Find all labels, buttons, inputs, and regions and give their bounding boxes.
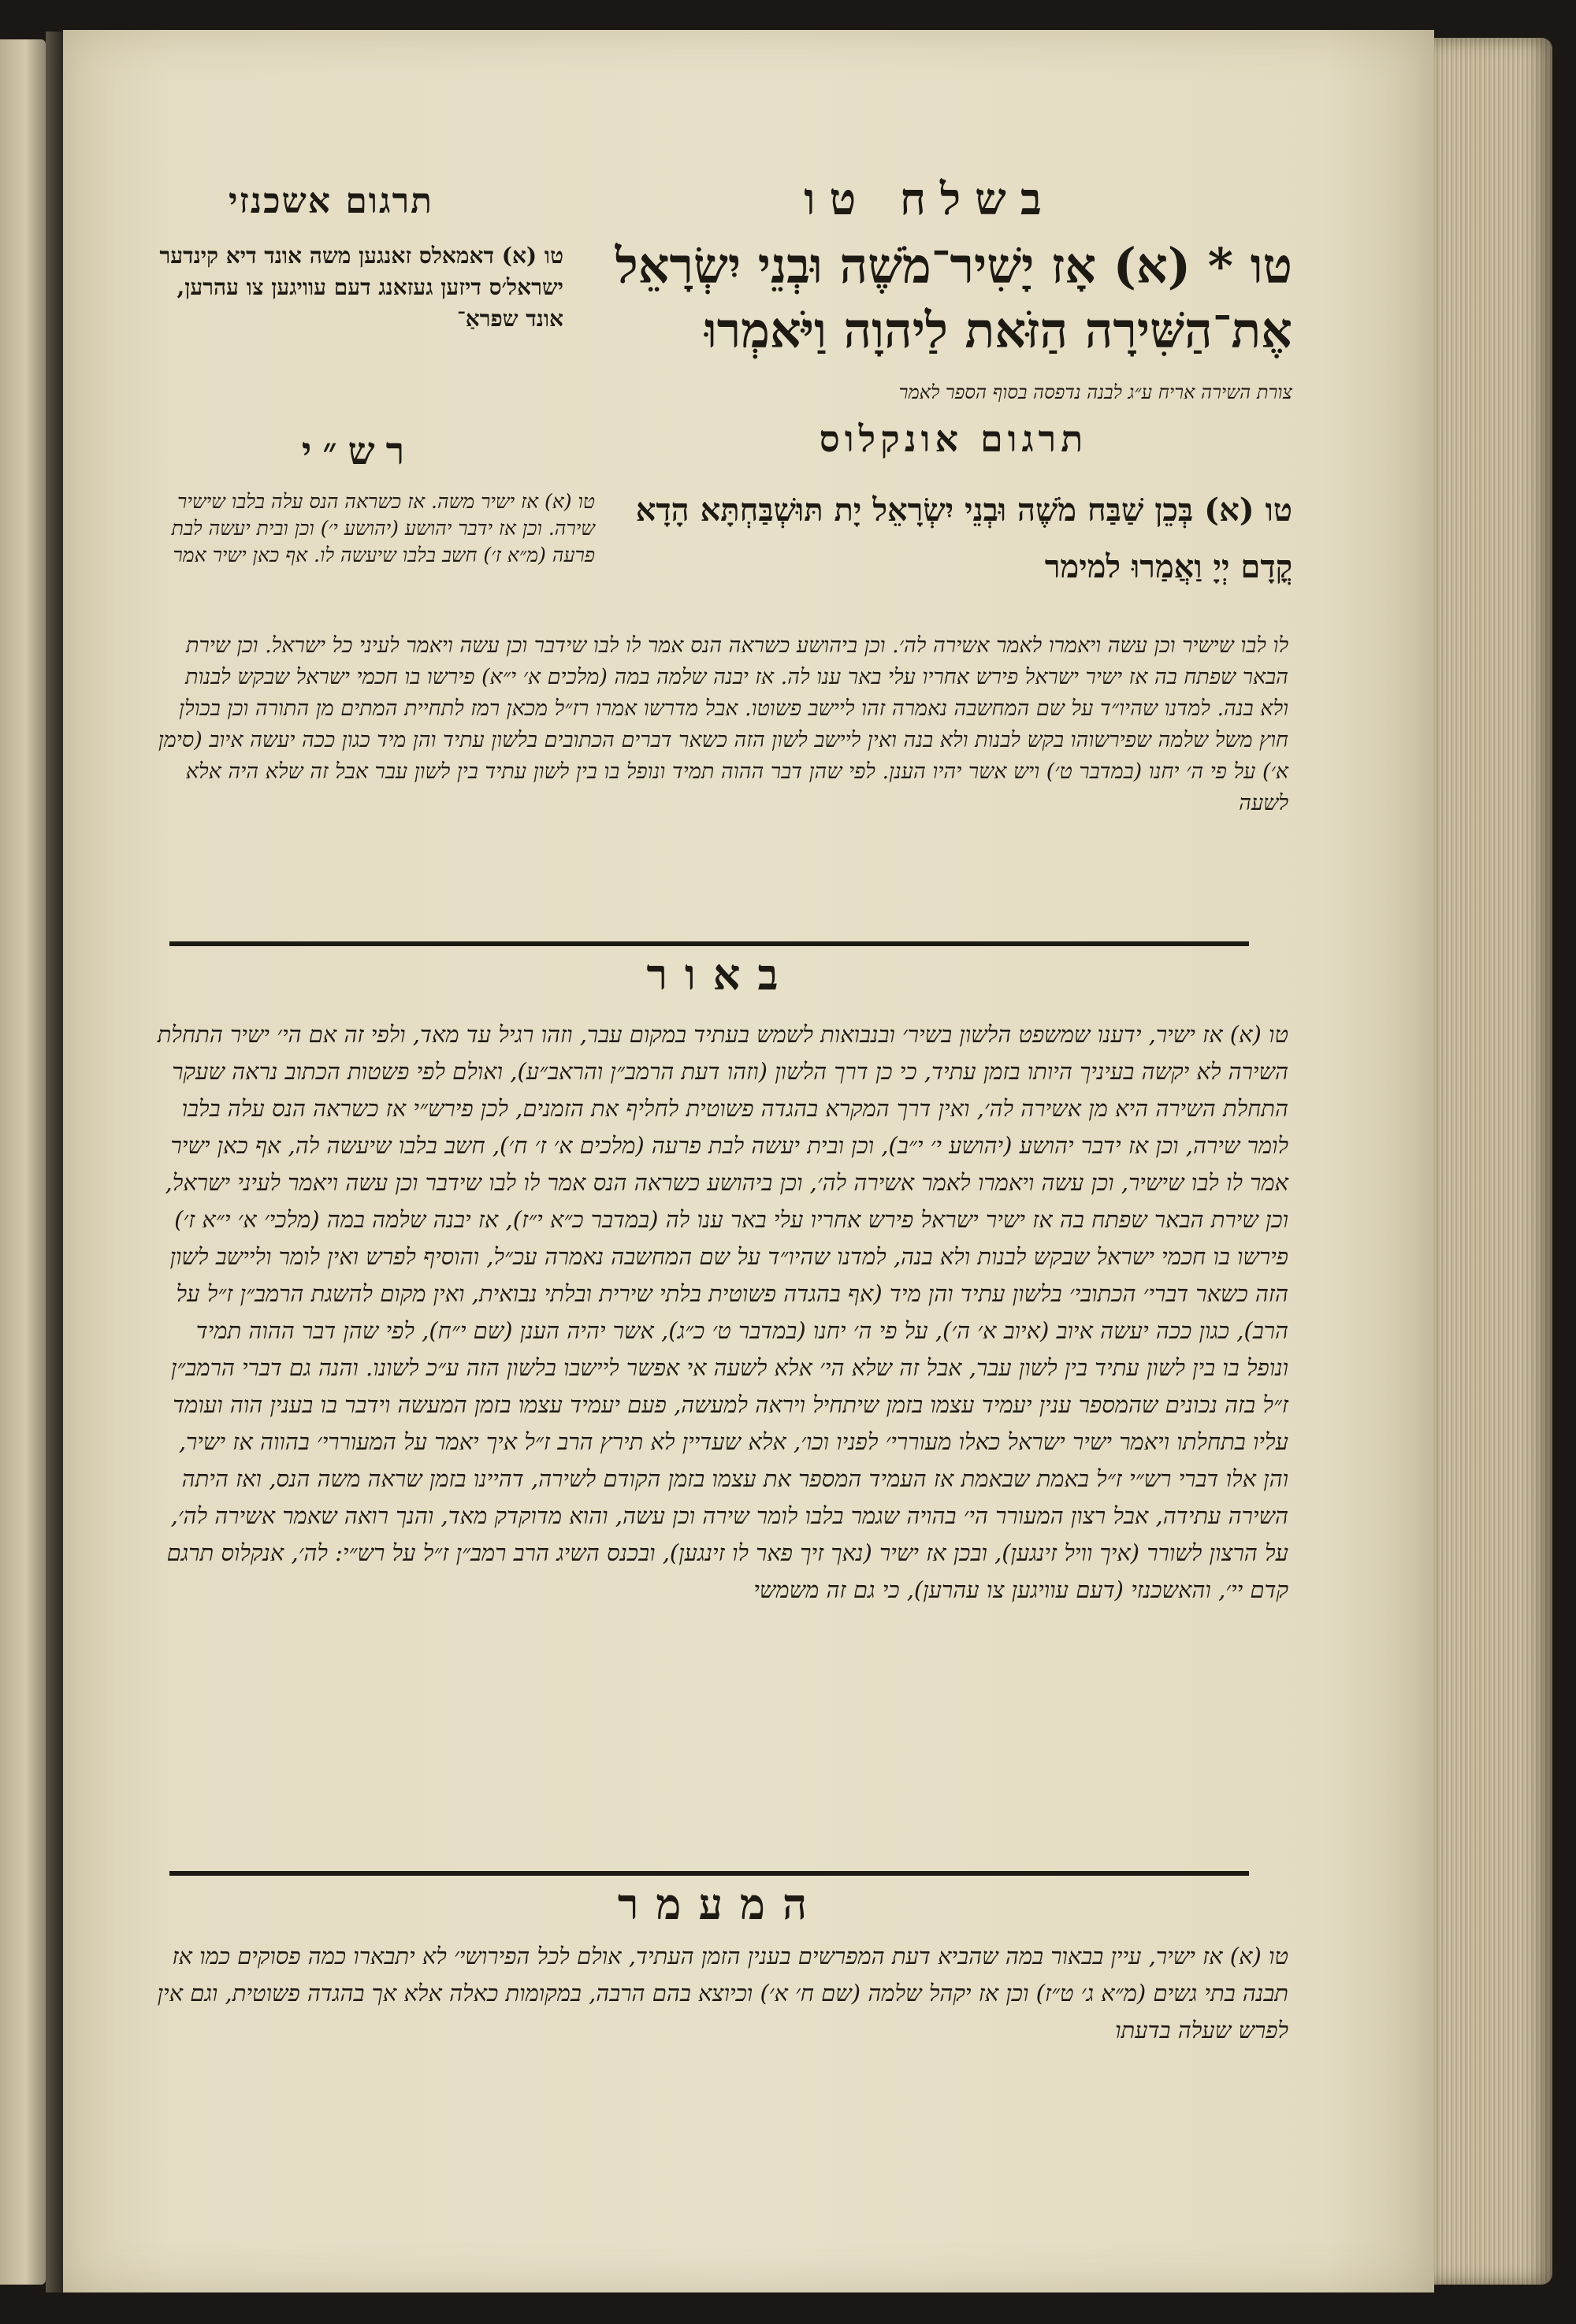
biur-title: באור (646, 949, 796, 1000)
section-rule-top (169, 941, 1249, 946)
verse-line-1: טו * (א) אָז יָשִׁיר־מֹשֶׁה וּבְנֵי יִשְׂרָאֵל (615, 237, 1292, 295)
page-edges (1434, 38, 1552, 2285)
rashi-full-text: לו לבו שישיר וכן עשה ויאמרו לאמר אשירה לה׳. וכן ביהושע כשראה הנס אמר לו לבו שידבר וכן עשה ויאמר לעיני כל ישראל. וכן שירת הבאר שפתח בה אז ישיר ישראל פירש אחריו עלי באר ענו לה. אז יבנה שלמה במה (מלכים א׳ י״א) פירשו בו חכמי ישראל שבקש לבנות ולא בנה. למדנו שהיו״ד על שם המחשבה נאמרה זהו ליישב פשוטו. אבל מדרשו אמרו רז״ל מכאן רמז לתחיית המתים מן התורה וכן בכולן חוץ משל שלמה שפירשוהו בקש לבנות ולא בנה ואין ליישב לשון הזה כשאר דברים הכתובים בלשון עתיד והן מיד כגון ככה יעשה איוב (סימן א׳) על פי ה׳ יחנו (במדבר ט׳) ויש אשר יהיו הענן. לפי שהן דבר ההוה תמיד ונופל בו בין לשון עתיד בין לשון עבר אבל זה שלא היה אלא לשעה (158, 633, 1288, 815)
maamar-text: טו (א) אז ישיר, עיין בבאור במה שהביא דעת המפרשים בענין הזמן העתיד, אולם לכל הפירושי׳ לא יתבארו כמה פסוקים כמו אז תבנה בתי גשים (מ״א ג׳ ט״ז) וכן אז יקהל שלמה (שם ח׳ א׳) וכיוצא בהם הרבה, במקומות כאלה אלא אך בהגדה פשוטית, וגם אין לפרש שעלה בדעתו (157, 1943, 1288, 2044)
onkelos-title: תרגום אונקלוס (819, 418, 1088, 460)
running-title-targum-ashkenazi: תרגום אשכנזי (228, 181, 434, 221)
maamar-title: המעמר (617, 1879, 825, 1929)
previous-page-edge (0, 39, 46, 2285)
onkelos-text: טו (א) בְּכֵן שַׁבַּח מֹשֶׁה וּבְנֵי יִשְׂרָאֵל יָת תּוּשְׁבַּחְתָּא הָדָא קֳדָם יְיָ וַאֲמַרוּ למימר (635, 492, 1292, 585)
book-gutter (46, 32, 63, 2292)
verse-line-2: אֶת־הַשִּׁירָה הַזֹּאת לַיהוָה וַיֹּאמְרוּ (704, 302, 1292, 359)
biur-text: טו (א) אז ישיר, ידענו שמשפט הלשון בשיר׳ ובנבואות לשמש בעתיד במקום עבר, וזהו רגיל עד מאד, ולפי זה אם הי׳ ישיר התחלת השירה לא יקשה בעיניך היותו בזמן עתיד, כי כן דרך הלשון (וזהו דעת הרמב״ן והראב״ע), ואולם לפי פשטות הכתוב נראה שעקר התחלת השירה היא מן אשירה לה׳, ואין דרך המקרא בהגדה פשוטית לחליף את הזמנים, לכן פירש״י אז כשראה הנס עלה בלבו לומר שירה, וכן אז ידבר יהושע (יהושע י׳ י״ב), וכן ובית יעשה לבת פרעה (מלכים א׳ ז׳ ח׳), חשב בלבו שיעשה לה, אף כאן ישיר אמר לו לבו שישיר, וכן עשה ויאמרו לאמר אשירה לה׳, וכן ביהושע כשראה הנס אמר לו לבו שידבר וכן עשה ויאמר לעיני ישראל, וכן שירת הבאר שפתח בה אז ישיר ישראל פירש אחריו עלי באר ענו לה (במדבר כ״א י״ז), אז יבנה שלמה במה (מלכי׳ א׳ י״א ז׳) פירשו בו חכמי ישראל שבקש לבנות ולא בנה, למדנו שהיו״ד על שם המחשבה נאמרה עכ״ל, והוסיף לפרש ואין לומר וליישב לשון הזה כשאר דברי׳ הכתובי׳ בלשון עתיד והן מיד (אף בהגדה פשוטית בלתי שירית ובלתי נבואית, ואין מקום להשגת הרמב״ן ז״ל על הרב), כגון ככה יעשה איוב (איוב א׳ ה׳), על פי ה׳ יחנו (במדבר ט׳ כ״ג), אשר יהיה הענן (שם י״ח), לפי שהן דבר ההוה תמיד ונופל בו בין לשון עתיד בין לשון עבר, אבל זה שלא הי׳ אלא לשעה אי אפשר ליישבו בלשון הזה ע״כ לשונו. והנה גם דברי הרמב״ן ז״ל בזה נכונים שהמספר ענין יעמיד עצמו בזמן שיתחיל ויראה למעשה, פעם יעמיד עצמו בזמן המעשה וידבר בו בענין הוה ועומד עליו בתחלתו ויאמר ישיר ישראל כאלו מעוררי׳ לפניו וכו׳, אלא שעדיין לא תירץ הרב ז״ל איך יאמר על המעוררי׳ בהווה אז ישיר, והן אלו דברי רש״י ז״ל באמת שבאמת אז העמיד המספר את עצמו בזמן הקודם לשירה, דהיינו בזמן שראה משה הנס, ואז היתה השירה עתידה, אבל רצון המעורר הי׳ בהויה שגמר בלבו לומר שירה וכן עשה, והוא מדוקדק מאד, והנך רואה שאמר אשירה לה׳, על הרצון לשורר (איך וויל זינגען), ובכן אז ישיר (נאך זיך פאר לו זינגען), ובכנס השיג הרב רמב״ן ז״ל על רש״י: לה׳, אנקלוס תרגם קדם יי׳, והאשכנזי (דעם עוויגען צו עהרען), כי גם זה משמשי (157, 1021, 1288, 1603)
masorah-note: צורת השירה אריח ע״ג לבנה נדפסה בסוף הספר לאמר (898, 381, 1292, 403)
section-rule-bottom (169, 1871, 1249, 1876)
running-title-beshalach: בשלח טו (804, 173, 1056, 225)
targum-ashkenazi-text: טו (א) דאמאלס זאנגען משה אונד דיא קינדער ישראל׳ס דיזען געזאנג דעם עוויגען צו עהרען, אונד שפראַ־ (159, 243, 563, 332)
rashi-column-text: טו (א) אז ישיר משה. אז כשראה הנס עלה בלבו שישיר שירה. וכן אז ידבר יהושע (יהושע י׳) וכן ובית יעשה לבת פרעה (מ״א ז׳) חשב בלבו שיעשה לו. אף כאן ישיר אמר (171, 490, 595, 566)
rashi-title: רש״י (301, 429, 416, 473)
